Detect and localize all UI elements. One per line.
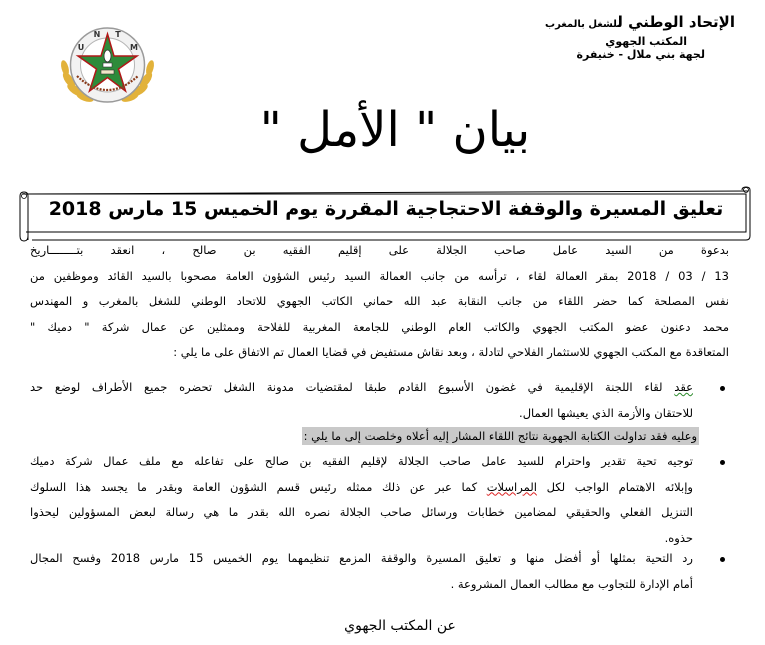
bullet-line: التنزيل الفعلي والحقيقي لمضامين خطابات ورسائل صاحب الجلالة نصره الله بقدر ما هي رسالة لبعض المسؤولين ليحذوا	[30, 505, 693, 519]
bullet-icon	[720, 557, 725, 562]
flame-icon	[104, 50, 111, 62]
intro-paragraph	[30, 238, 729, 366]
intro-line: بدعوة من السيد عامل صاحب الجلالة على إقليم الفقيه بن صالح ، انعقد بتــــــــاريخ	[30, 243, 729, 257]
intro-line: 13 / 03 / 2018 بمقر العمالة لقاء ، ترأسه من جانب العمالة السيد رئيس الشؤون العامة مصحوبا بالسيد القائد وموظفين من	[30, 268, 729, 283]
subject-title: تعليق المسيرة والوقفة الاحتجاجية المقررة يوم الخميس 15 مارس 2018	[48, 198, 724, 220]
bullet-line-part: وإبلائه الاهتمام الواجب لكل	[536, 479, 693, 494]
logo-emblem-icon	[55, 20, 160, 110]
letterhead	[465, 12, 735, 61]
bullet-line: حذوه.	[664, 530, 693, 545]
intro-line: محمد دعنون عضو المكتب الجهوي والكاتب العام الوطني للجامعة المغربية للفلاحة وممثلين عن عمال شركة " دميك "	[30, 319, 729, 334]
logo-letter-u: U	[77, 43, 85, 52]
bullet-icon	[720, 460, 725, 465]
bullet-line: توجيه تحية تقدير واحترام للسيد عامل صاحب الجلالة لإقليم الفقيه بن صالح على تفاعله مع ملف عمال شركة دميك	[30, 454, 693, 468]
intro-line: المتعاقدة مع المكتب الجهوي للاستثمار الفلاحي لتادلة ، وبعد نقاش مستفيض في قضايا العمال تم الاتفاق على ما يلي :	[173, 345, 729, 359]
organization-name-suffix: لشغل بالمغرب	[545, 19, 618, 30]
intro-line: نفس المصلحة كما حضر اللقاء من جانب النقابة عبد الله حماني الكاتب الجهوي للاتحاد الوطني للشغل بالمغرب و المهندس	[30, 294, 729, 308]
spellcheck-flagged-word: عقد	[674, 380, 693, 394]
logo-letter-t: T	[115, 30, 121, 39]
subject-banner	[12, 186, 754, 242]
signature-line: عن المكتب الجهوي	[344, 618, 456, 634]
bullet-line	[30, 375, 693, 401]
bullet-line: للاحتقان والأزمة الذي يعيشها العمال.	[519, 405, 693, 420]
organization-name	[465, 12, 735, 35]
bullet-item-regional-committee	[30, 375, 729, 426]
spellcheck-flagged-word: المراسلات	[486, 479, 537, 494]
office-name: المكتب الجهوي	[605, 35, 687, 48]
bullet-item-thanks	[30, 449, 729, 551]
region-name: لجهة بني ملال - خنيفرة	[576, 48, 705, 61]
logo-letter-n: N	[93, 30, 101, 39]
untm-logo	[55, 20, 160, 110]
bullet-line	[30, 475, 693, 501]
bullet-icon	[720, 386, 725, 391]
organization-name-main: الإتحاد الوطني ل	[617, 13, 735, 31]
document-title: بيان " الأمل "	[259, 102, 531, 158]
logo-letter-m: M	[130, 43, 138, 52]
bullet-line-rest: لقاء اللجنة الإقليمية في غضون الأسبوع القادم طبقا لمقتضيات مدونة الشغل تحضره جميع الأطراف لوضع حد	[30, 380, 675, 394]
bullet-item-suspension	[30, 546, 729, 597]
bullet-line: رد التحية بمثلها أو أفضل منها و تعليق المسيرة والوقفة المزمع تنظيمهما يوم الخميس 15 مارس 2018 وفسح المجال	[30, 551, 693, 565]
bullet-line-part: كما عبر عن ذلك ممثله رئيس قسم الشؤون العامة وبقدر ما يجسد هذا السلوك	[30, 479, 487, 494]
highlighted-conclusion-line: وعليه فقد تداولت الكتابة الجهوية نتائج اللقاء المشار إليه أعلاه وخلصت إلى ما يلي :	[303, 429, 697, 443]
bullet-line: أمام الإدارة للتجاوب مع مطالب العمال المشروعة .	[450, 576, 693, 591]
